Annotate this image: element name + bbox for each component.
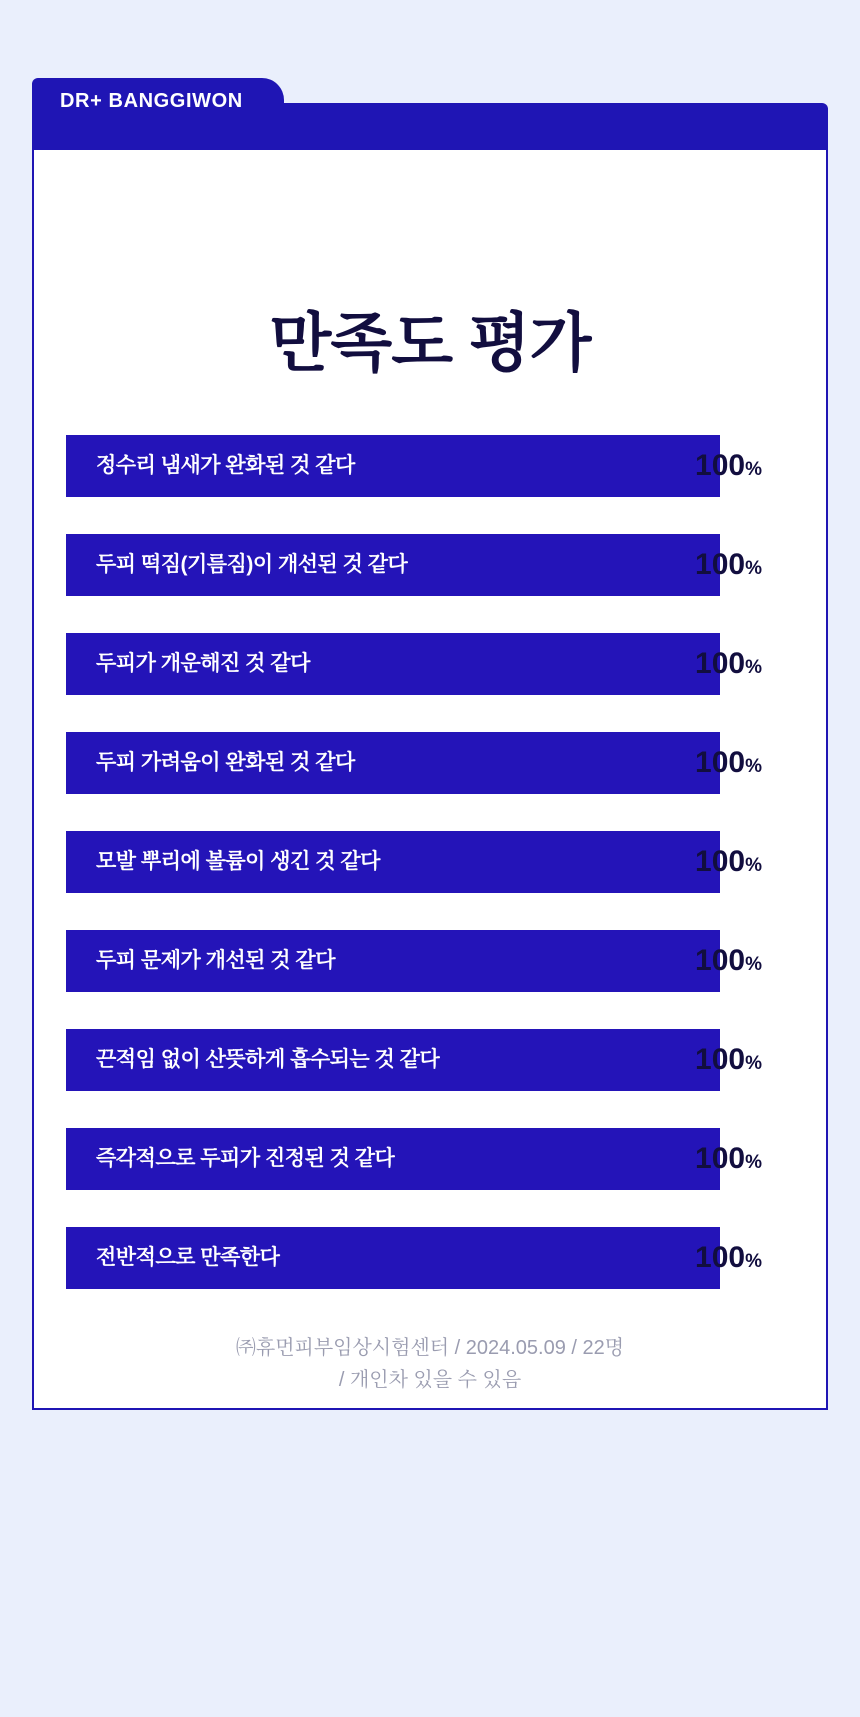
percent-sign: % <box>745 855 762 876</box>
bar-value: 100% <box>695 449 762 482</box>
bar-label: 전반적으로 만족한다 <box>96 1246 280 1269</box>
chart-bar-row <box>66 732 762 794</box>
bar-value: 100% <box>695 548 762 581</box>
chart-bar-row <box>66 534 762 596</box>
bar-value: 100% <box>695 944 762 977</box>
bar-value: 100% <box>695 845 762 878</box>
page-title: 만족도 평가 <box>269 307 591 379</box>
percent-sign: % <box>745 1053 762 1074</box>
bar-label: 즉각적으로 두피가 진정된 것 같다 <box>96 1147 395 1170</box>
footnote-line-1: ㈜휴먼피부임상시험센터 / 2024.05.09 / 22명 <box>235 1337 625 1359</box>
percent-sign: % <box>745 756 762 777</box>
bar-value: 100% <box>695 746 762 779</box>
footnote <box>34 1332 826 1396</box>
bar-label: 두피가 개운해진 것 같다 <box>96 652 310 675</box>
percent-sign: % <box>745 558 762 579</box>
bar-label: 끈적임 없이 산뜻하게 흡수되는 것 같다 <box>96 1048 440 1071</box>
brand-tab <box>32 78 284 125</box>
bar-label: 정수리 냄새가 완화된 것 같다 <box>96 454 355 477</box>
bar-value: 100% <box>695 647 762 680</box>
chart-bar-row <box>66 1029 762 1091</box>
brand-logo-text: DR+ BANGGIWON <box>60 90 243 112</box>
bar-value: 100% <box>695 1142 762 1175</box>
bar-value: 100% <box>695 1241 762 1274</box>
chart-bar-row <box>66 930 762 992</box>
chart-bar-row <box>66 831 762 893</box>
footnote-line-2: / 개인차 있을 수 있음 <box>338 1369 522 1391</box>
percent-sign: % <box>745 1251 762 1272</box>
bar-label: 모발 뿌리에 볼륨이 생긴 것 같다 <box>96 850 380 873</box>
poster <box>32 78 828 1410</box>
content-card <box>32 145 828 1410</box>
chart-bar-row <box>66 435 762 497</box>
bar-label: 두피 가려움이 완화된 것 같다 <box>96 751 355 774</box>
percent-sign: % <box>745 1152 762 1173</box>
bar-label: 두피 문제가 개선된 것 같다 <box>96 949 335 972</box>
satisfaction-bar-chart <box>66 435 790 1326</box>
chart-bar-row <box>66 1227 762 1289</box>
chart-bar-row <box>66 1128 762 1190</box>
percent-sign: % <box>745 657 762 678</box>
percent-sign: % <box>745 954 762 975</box>
chart-bar-row <box>66 633 762 695</box>
bar-value: 100% <box>695 1043 762 1076</box>
percent-sign: % <box>745 459 762 480</box>
bar-label: 두피 떡짐(기름짐)이 개선된 것 같다 <box>96 553 408 576</box>
